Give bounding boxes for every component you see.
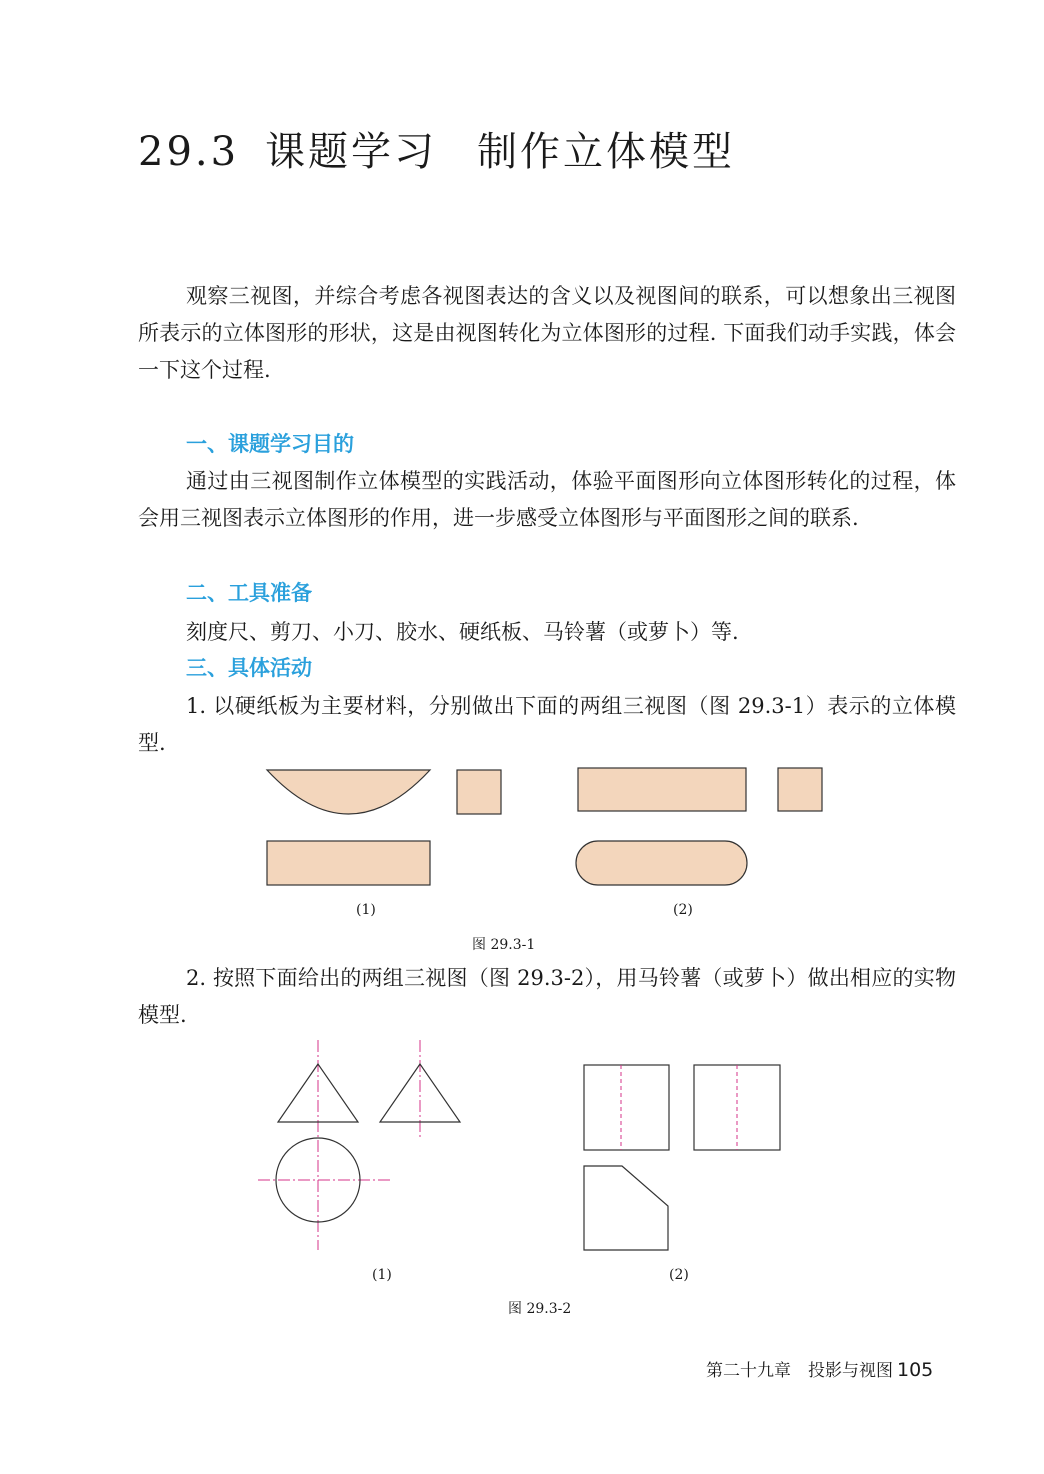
chamfered-top-view: [584, 1166, 668, 1250]
figure2-label-2: (2): [669, 1267, 689, 1283]
activity-heading: 三、具体活动: [186, 656, 312, 680]
triangle-front-view: [278, 1064, 358, 1122]
intro-paragraph: 观察三视图，并综合考虑各视图表达的含义以及视图间的联系，可以想象出三视图所表示的立体图形的形状，这是由视图转化为立体图形的过程. 下面我们动手实践，体会一下这个过程.: [138, 284, 956, 382]
figure2-caption: 图 29.3-2: [508, 1301, 572, 1317]
title-part1: 课题学习: [265, 129, 438, 175]
step2-paragraph: 2. 按照下面给出的两组三视图（图 29.3-2），用马铃薯（或萝卜）做出相应的实物模型.: [138, 966, 956, 1027]
goal-paragraph: 通过由三视图制作立体模型的实践活动，体验平面图形向立体图形转化的过程，体会用三视图表示立体图形的作用，进一步感受立体图形与平面图形之间的联系.: [138, 469, 956, 530]
triangle-side-view: [380, 1064, 460, 1122]
figure1-label-1: (1): [356, 902, 376, 918]
step1-paragraph: 1. 以硬纸板为主要材料，分别做出下面的两组三视图（图 29.3-1）表示的立体模型.: [138, 694, 956, 755]
section-number: 29.3: [138, 129, 240, 175]
tools-heading: 二、工具准备: [186, 581, 312, 605]
page-footer: [706, 1356, 933, 1381]
square-front-view: [584, 1065, 669, 1150]
page-number: 105: [897, 1359, 934, 1381]
figure1-caption: 图 29.3-1: [472, 937, 536, 953]
chapter-title: 第二十九章 投影与视图: [706, 1361, 893, 1381]
goal-heading: 一、课题学习目的: [186, 432, 354, 456]
figure2-label-1: (1): [372, 1267, 392, 1283]
figure1-label-2: (2): [673, 902, 693, 918]
tools-paragraph: 刻度尺、剪刀、小刀、胶水、硬纸板、马铃薯（或萝卜）等.: [186, 620, 739, 644]
title-part2: 制作立体模型: [477, 129, 736, 175]
